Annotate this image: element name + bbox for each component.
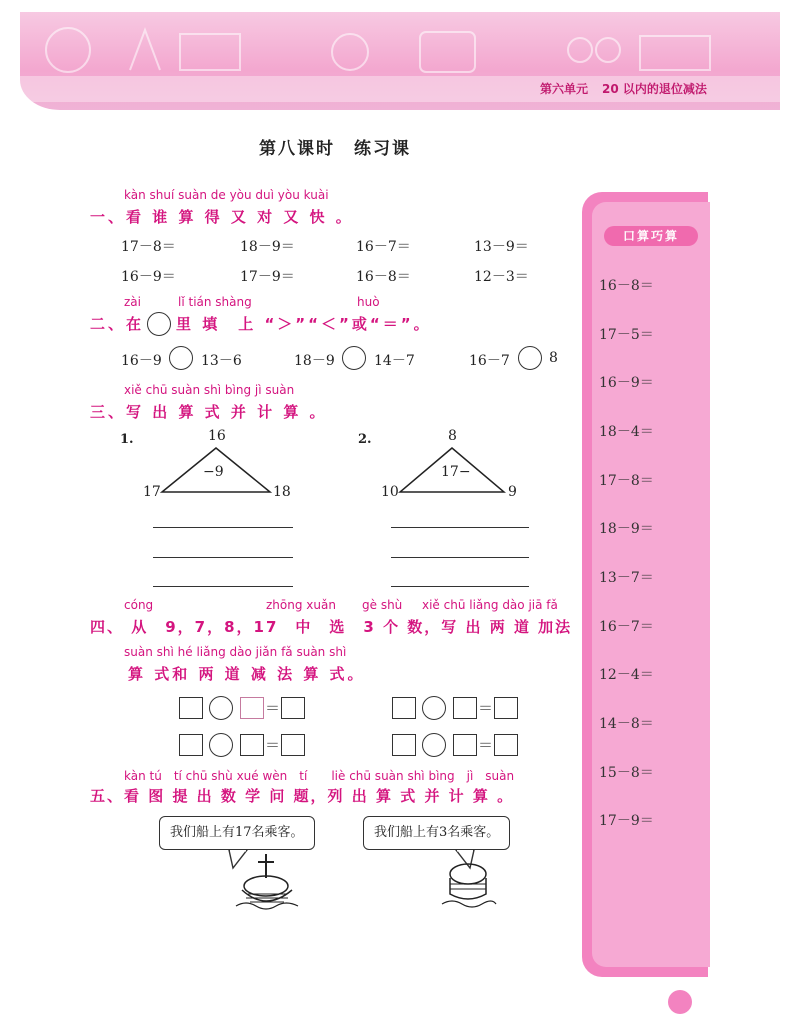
q2-item-2-left: 18－9 xyxy=(294,353,335,369)
globe-icon xyxy=(46,28,90,72)
q4-addition-1-result-box[interactable] xyxy=(281,697,305,719)
sidebar-expr-10: 14－8＝ xyxy=(599,716,654,732)
q2-item-3-left: 16－7 xyxy=(469,353,510,369)
q5-speech-bubble-1: 我们船上有17名乘客。 xyxy=(159,816,315,850)
q3-tri1-answer-line-3[interactable] xyxy=(153,586,293,587)
q1-expr-3: 16－7＝ xyxy=(356,239,411,255)
q3-pinyin: xiě chū suàn shì bìng jì suàn xyxy=(124,383,295,397)
sidebar-expr-11: 15－8＝ xyxy=(599,765,654,781)
mental-math-badge: 口算巧算 xyxy=(604,226,698,246)
sidebar-expr-4: 18－4＝ xyxy=(599,424,654,440)
page-number-dot xyxy=(668,990,692,1014)
q3-tri1-right: 18 xyxy=(273,484,291,500)
q5-speech-bubble-2: 我们船上有3名乘客。 xyxy=(363,816,510,850)
q1-expr-4: 13－9＝ xyxy=(474,239,529,255)
q3-tri2-answer-line-3[interactable] xyxy=(391,586,529,587)
q4-subtraction-1-box-2[interactable] xyxy=(453,697,477,719)
q4-pinyin-3: gè shù xyxy=(362,598,403,612)
q3-tri1-left: 17 xyxy=(143,484,161,500)
q1-expr-2: 18－9＝ xyxy=(240,239,295,255)
q2-heading-1: 二、在 xyxy=(90,315,145,333)
unit-label: 第六单元 xyxy=(540,82,589,96)
q2-heading-2: 里 填 上 “＞”“＜”或“＝”。 xyxy=(176,315,432,333)
q4-heading-1: 四、 从 9，7，8，17 中 选 3 个 数，写 出 两 道 加法 xyxy=(90,618,573,636)
sidebar-expr-5: 17－8＝ xyxy=(599,473,654,489)
q4-addition-1-box-2[interactable] xyxy=(240,697,264,719)
q4-addition-1-box-1[interactable] xyxy=(179,697,203,719)
q4-subtraction-2-operator-circle[interactable] xyxy=(422,733,446,757)
q4-addition-2-box-2[interactable] xyxy=(240,734,264,756)
q4-heading-2: 算 式和 两 道 减 法 算 式。 xyxy=(128,665,366,683)
q3-tri2-label: 2. xyxy=(358,432,372,447)
q2-item-1-right: 13－6 xyxy=(201,353,242,369)
q4-subtraction-1-equals: ＝ xyxy=(478,699,494,717)
q4-addition-2-equals: ＝ xyxy=(265,736,281,754)
q2-pinyin-2: lǐ tián shàng xyxy=(178,295,252,309)
q4-pinyin-4: xiě chū liǎng dào jiā fǎ xyxy=(422,598,558,612)
unit-topic: 20 以内的退位减法 xyxy=(602,82,707,96)
boat-illustration-2 xyxy=(438,858,498,912)
q4-addition-2-box-1[interactable] xyxy=(179,734,203,756)
sidebar-expr-8: 16－7＝ xyxy=(599,619,654,635)
q4-subtraction-2-box-1[interactable] xyxy=(392,734,416,756)
q2-item-1-left: 16－9 xyxy=(121,353,162,369)
sidebar-expr-12: 17－9＝ xyxy=(599,813,654,829)
sidebar-expr-2: 17－5＝ xyxy=(599,327,654,343)
backpack-icon xyxy=(420,32,475,72)
q3-tri1-inner: −9 xyxy=(203,464,224,480)
alarm-clock-icon xyxy=(332,34,368,70)
q4-subtraction-1-result-box[interactable] xyxy=(494,697,518,719)
q2-item-3-answer-circle[interactable] xyxy=(518,346,542,370)
q4-addition-1-operator-circle[interactable] xyxy=(209,696,233,720)
q3-tri2-left: 10 xyxy=(381,484,399,500)
q3-tri1-answer-line-1[interactable] xyxy=(153,527,293,528)
q4-pinyin-1: cóng xyxy=(124,598,154,612)
sidebar-expr-9: 12－4＝ xyxy=(599,667,654,683)
q3-tri1-top: 16 xyxy=(208,428,226,444)
q3-tri2-answer-line-1[interactable] xyxy=(391,527,529,528)
q2-heading-circle xyxy=(147,312,171,336)
glasses-icon xyxy=(568,38,592,62)
q2-item-2-right: 14－7 xyxy=(374,353,415,369)
q4-subtraction-2-equals: ＝ xyxy=(478,736,494,754)
q3-tri2-right: 9 xyxy=(508,484,517,500)
open-book-icon xyxy=(640,36,710,70)
q3-tri1-label: 1. xyxy=(120,432,134,447)
q2-item-2-answer-circle[interactable] xyxy=(342,346,366,370)
q5-pinyin: kàn tú tí chū shù xué wèn tí liè chū suàn shì bìng jì suàn xyxy=(124,769,515,783)
q1-expr-5: 16－9＝ xyxy=(121,269,176,285)
q2-item-1-answer-circle[interactable] xyxy=(169,346,193,370)
q3-tri2-inner: 17− xyxy=(441,464,471,480)
q2-pinyin-1: zài xyxy=(124,295,141,309)
q3-tri1-answer-line-2[interactable] xyxy=(153,557,293,558)
q4-pinyin-2: zhōng xuǎn xyxy=(266,598,336,612)
compass-icon xyxy=(130,30,160,70)
q4-addition-1-equals: ＝ xyxy=(265,699,281,717)
sidebar-expr-1: 16－8＝ xyxy=(599,278,654,294)
q1-expr-6: 17－9＝ xyxy=(240,269,295,285)
q4-pinyin-5: suàn shì hé liǎng dào jiǎn fǎ suàn shì xyxy=(124,645,347,659)
book-icon xyxy=(180,34,240,70)
q3-tri2-top: 8 xyxy=(448,428,457,444)
sidebar-expr-3: 16－9＝ xyxy=(599,375,654,391)
sidebar-expr-6: 18－9＝ xyxy=(599,521,654,537)
q1-expr-1: 17－8＝ xyxy=(121,239,176,255)
q1-expr-8: 12－3＝ xyxy=(474,269,529,285)
q4-subtraction-1-operator-circle[interactable] xyxy=(422,696,446,720)
sidebar-expr-7: 13－7＝ xyxy=(599,570,654,586)
q4-addition-2-result-box[interactable] xyxy=(281,734,305,756)
q4-addition-2-operator-circle[interactable] xyxy=(209,733,233,757)
q3-heading: 三、写 出 算 式 并 计 算 。 xyxy=(90,403,328,421)
q4-subtraction-1-box-1[interactable] xyxy=(392,697,416,719)
q1-heading: 一、看 谁 算 得 又 对 又 快 。 xyxy=(90,208,354,226)
q4-subtraction-2-result-box[interactable] xyxy=(494,734,518,756)
q1-expr-7: 16－8＝ xyxy=(356,269,411,285)
q3-tri2-answer-line-2[interactable] xyxy=(391,557,529,558)
sailboat-illustration-1 xyxy=(232,850,302,912)
q4-subtraction-2-box-2[interactable] xyxy=(453,734,477,756)
q2-item-3-right: 8 xyxy=(549,350,558,366)
q1-pinyin: kàn shuí suàn de yòu duì yòu kuài xyxy=(124,188,329,202)
lesson-title: 第八课时 练习课 xyxy=(259,139,411,159)
q2-pinyin-3: huò xyxy=(357,295,380,309)
school-supplies-decoration xyxy=(40,20,740,80)
q5-heading: 五、看 图 提 出 数 学 问 题，列 出 算 式 并 计 算 。 xyxy=(90,787,515,805)
